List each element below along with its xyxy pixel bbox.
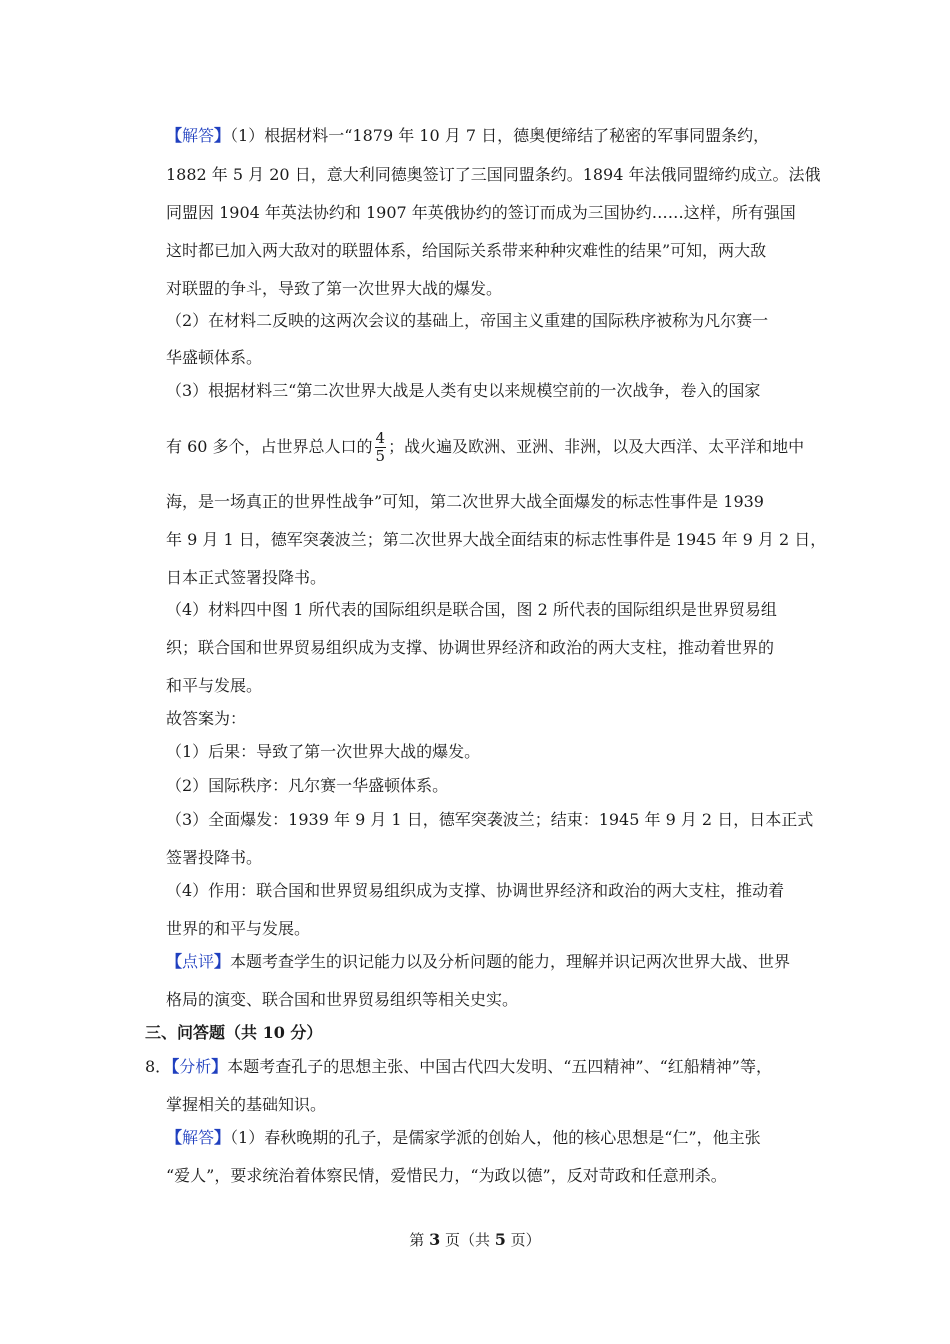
fraction [375,430,387,465]
question-number: 8． [145,1057,172,1076]
question-8-answer: 【解答】（1）春秋晚期的孔子，是儒家学派的创始人，他的核心思想是“仁”，他主张 [166,1128,761,1147]
final-answer-3: （3）全面爆发：1939 年 9 月 1 日，德军突袭波兰；结束：1945 年 9 月 2 日，日本正式 [166,810,814,829]
final-answer-4-cont: 世界的和平与发展。 [166,919,311,938]
final-answer-2: （2）国际秩序：凡尔赛一华盛顿体系。 [166,776,449,795]
bracket-open: 【 [166,952,183,971]
answer-tag: 解答 [182,1128,215,1147]
bracket-open: 【 [166,1128,183,1147]
answer-line: “爱人”，要求统治着体察民情，爱惜民力，“为政以德”，反对苛政和任意刑杀。 [166,1166,727,1185]
page-footer: 第 3 页（共 5 页） [409,1230,541,1249]
comment-line: 【点评】本题考查学生的识记能力以及分析问题的能力，理解并识记两次世界大战、世界 [166,952,791,971]
question-8-analysis: 8．【分析】本题考查孔子的思想主张、中国古代四大发明、“五四精神”、“红船精神”等， [145,1057,772,1076]
page-number: 3 [429,1230,441,1249]
answer-line: （2）在材料二反映的这两次会议的基础上，帝国主义重建的国际秩序被称为凡尔赛一 [166,311,769,330]
page-total: 5 [494,1230,506,1249]
final-answer-3-cont: 签署投降书。 [166,848,263,867]
bracket-open: 【 [166,126,183,145]
answer-tag: 解答 [182,126,215,145]
answer-line: 同盟因 1904 年英法协约和 1907 年英俄协约的签订而成为三国协约……这样，所有强国 [166,203,796,222]
answer-line: （4）材料四中图 1 所代表的国际组织是联合国，图 2 所代表的国际组织是世界贸易组 [166,600,777,619]
analysis-line: 掌握相关的基础知识。 [166,1095,327,1114]
answer-line: （3）根据材料三“第二次世界大战是人类有史以来规模空前的一次战争，卷入的国家 [166,381,761,400]
bracket-close: 】 [214,126,231,145]
answer-line: 和平与发展。 [166,676,263,695]
comment-tag: 点评 [182,952,215,971]
answer-line: 1882 年 5 月 20 日，意大利同德奥签订了三国同盟条约。1894 年法俄同盟缔约成立。法俄 [166,165,821,184]
answer-line-with-fraction: 有 60 多个，占世界总人口的 $\frac{4}{5}$ ；战火遍及欧洲、亚洲、非洲，以及大西洋、太平洋和地中 [166,429,805,465]
answer-line: 海，是一场真正的世界性战争”可知，第二次世界大战全面爆发的标志性事件是 1939 [166,492,764,511]
comment-line: 格局的演变、联合国和世界贸易组织等相关史实。 [166,990,519,1009]
answer-line: 年 9 月 1 日，德军突袭波兰；第二次世界大战全面结束的标志性事件是 1945 年 9 月 2 日， [166,530,827,549]
answer-line: 织；联合国和世界贸易组织成为支撑、协调世界经济和政治的两大支柱，推动着世界的 [166,638,775,657]
final-answer-4: （4）作用：联合国和世界贸易组织成为支撑、协调世界经济和政治的两大支柱，推动着 [166,881,785,900]
fraction-denominator: 5 [375,447,386,465]
final-answer-1: （1）后果：导致了第一次世界大战的爆发。 [166,742,481,761]
bracket-close: 】 [211,1057,228,1076]
answer-line: 华盛顿体系。 [166,348,263,367]
answer-line: 对联盟的争斗，导致了第一次世界大战的爆发。 [166,279,503,298]
answer-line: 日本正式签署投降书。 [166,568,327,587]
analysis-tag: 分析 [179,1057,212,1076]
answer-line: 【解答】（1）根据材料一“1879 年 10 月 7 日，德奥便缔结了秘密的军事同盟条约， [166,126,770,145]
conclusion-label: 故答案为： [166,709,247,728]
section-heading: 三、问答题（共 10 分） [145,1023,323,1042]
fraction-numerator: 4 [375,429,386,447]
answer-line: 这时都已加入两大敌对的联盟体系，给国际关系带来种种灾难性的结果”可知，两大敌 [166,241,767,260]
bracket-open: 【 [171,1057,180,1076]
bracket-close: 】 [214,952,231,971]
bracket-close: 】 [214,1128,231,1147]
